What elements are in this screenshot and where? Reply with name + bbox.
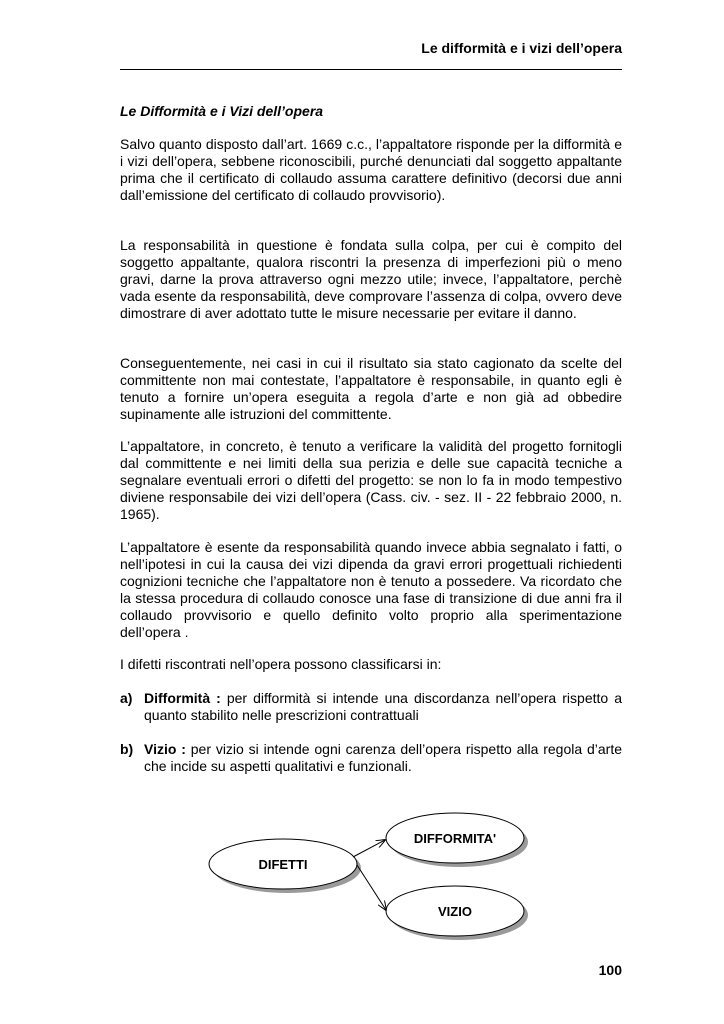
list-item-body	[144, 690, 622, 724]
list-item-vizio	[120, 741, 622, 775]
list-marker: a)	[120, 690, 133, 706]
list-marker: b)	[120, 741, 134, 757]
section-title: Le Difformità e i Vizi dell’opera	[120, 103, 324, 119]
page-number: 100	[598, 962, 622, 978]
paragraph-2: La responsabilità in questione è fondata sulla colpa, per cui è compito del soggetto appaltante, qualora riscontri la presenza di imperfezioni più o meno gravi, darne la prova attraverso ogni mezzo utile; invece, l’appaltatore, perchè vada esente da responsabilità, deve comprovare l’assenza di colpa, ovvero deve dimostrare di aver adottato tutte le misure necessarie per evitare il danno.	[120, 237, 622, 321]
list-item-difformita	[120, 690, 622, 724]
list-term: Difformità :	[144, 690, 221, 706]
diagram-svg	[205, 810, 545, 950]
list-text: per vizio si intende ogni carenza dell’opera rispetto alla regola d’arte che incide su aspetti qualitativi e funzionali.	[144, 741, 623, 774]
running-header: Le difformità e i vizi dell’opera	[421, 40, 622, 56]
node-difformita	[386, 813, 528, 867]
node-label: DIFETTI	[258, 857, 308, 872]
list-item-body	[144, 741, 622, 775]
paragraph-6: I difetti riscontrati nell’opera possono classificarsi in:	[120, 656, 442, 672]
classification-diagram	[205, 810, 545, 950]
arrow-to-difformita	[353, 840, 385, 857]
header-rule	[120, 69, 622, 70]
node-vizio	[386, 886, 528, 940]
list-text: per difformità si intende una discordanza nell’opera rispetto a quanto stabilito nelle prescrizioni contrattuali	[144, 690, 622, 723]
paragraph-3: Conseguentemente, nei casi in cui il risultato sia stato cagionato da scelte del committente non mai contestate, l’appaltatore è responsabile, in quanto egli è tenuto a fornire un’opera eseguita a regola d’arte e non già ad obbedire supinamente alle istruzioni del committente.	[120, 355, 622, 422]
paragraph-1: Salvo quanto disposto dall’art. 1669 c.c., l’appaltatore risponde per la difformità e i vizi dell’opera, sebbene riconoscibili, purché denunciati dal soggetto appaltante prima che il certificato di collaudo assuma carattere definitivo (decorsi due anni dall’emissione del certificato di collaudo provvisorio).	[120, 136, 622, 203]
node-label: VIZIO	[438, 904, 472, 919]
list-term: Vizio :	[144, 741, 186, 757]
arrow-to-vizio	[357, 865, 386, 910]
node-difetti	[209, 839, 361, 893]
node-label: DIFFORMITA'	[413, 831, 497, 846]
paragraph-4: L’appaltatore, in concreto, è tenuto a verificare la validità del progetto fornitogli dal committente e nei limiti della sua perizia e delle sue capacità tecniche a segnalare eventuali errori o difetti del progetto: se non lo fa in modo tempestivo diviene responsabile dei vizi dell’opera (Cass. civ. - sez. II - 22 febbraio 2000, n. 1965).	[120, 438, 622, 522]
paragraph-5: L’appaltatore è esente da responsabilità quando invece abbia segnalato i fatti, o nell’ipotesi in cui la causa dei vizi dipenda da gravi errori progettuali richiedenti cognizioni tecniche che l’appaltatore non è tenuto a possedere. Va ricordato che la stessa procedura di collaudo conosce una fase di transizione di due anni fra il collaudo provvisorio e quello definito volto proprio alla sperimentazione dell’opera .	[120, 539, 622, 640]
